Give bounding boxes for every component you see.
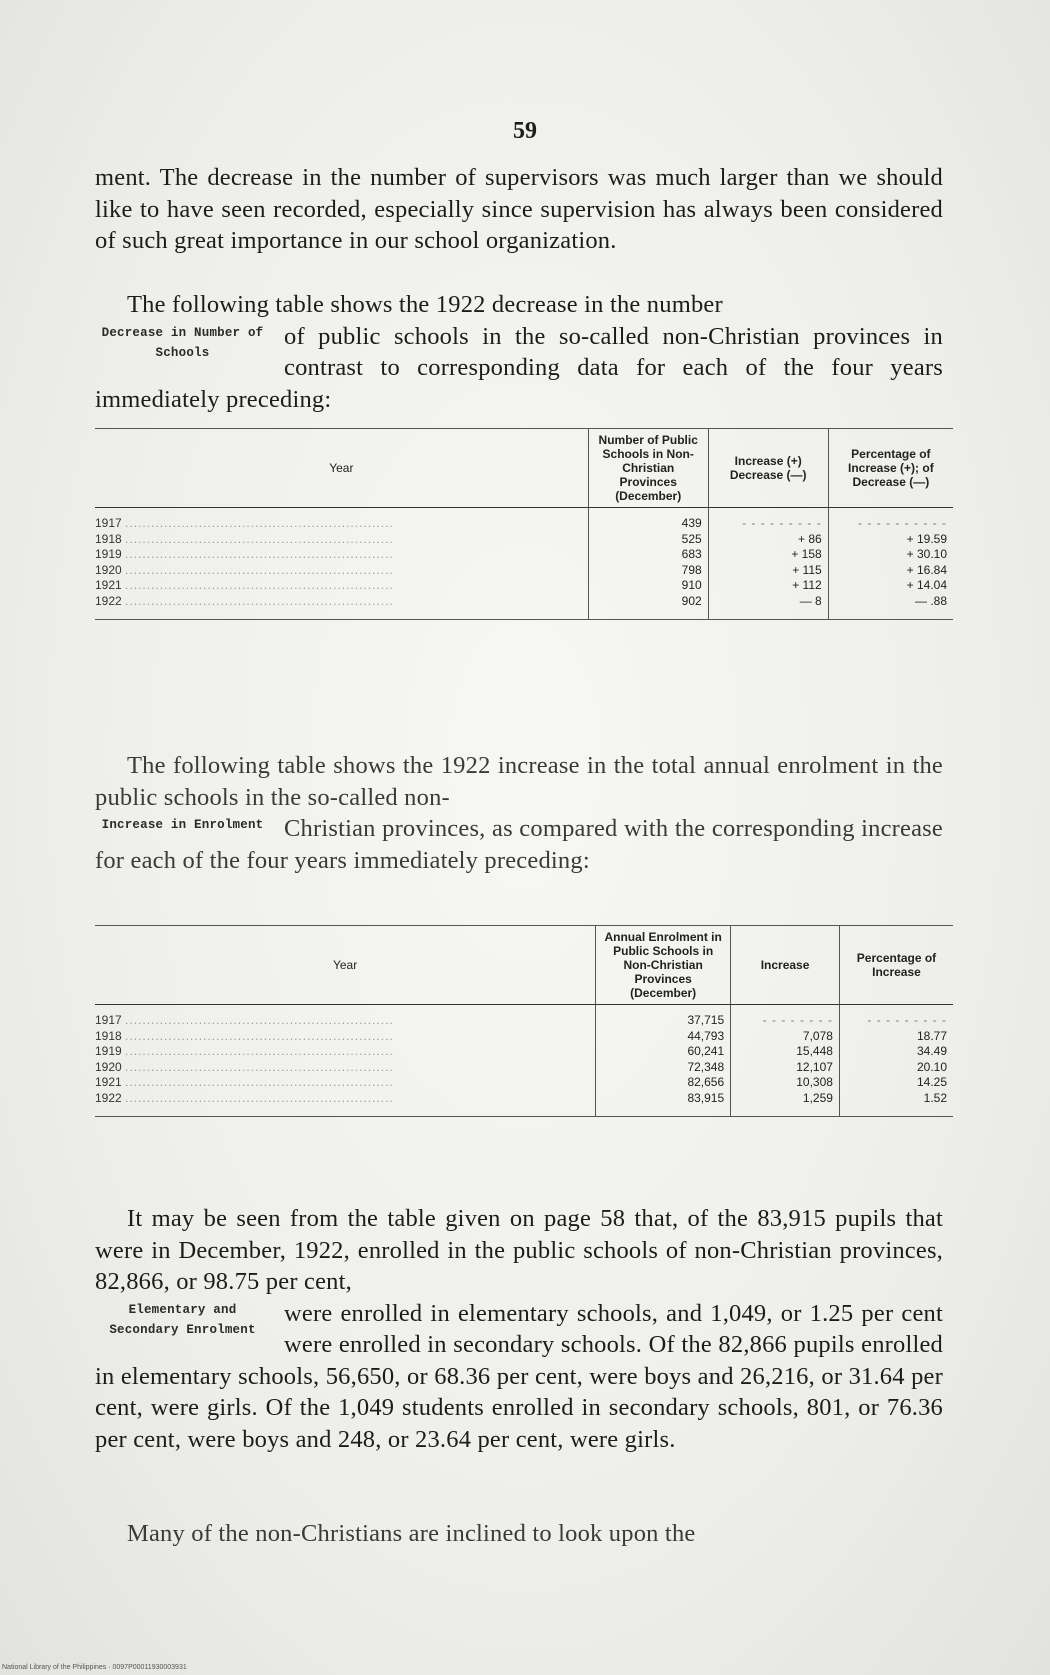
table-schools-header-change: Increase (+) Decrease (—): [708, 429, 828, 508]
margin-note-increase-enrolment: Increase in Enrolment: [101, 818, 264, 832]
table-schools-header-count: Number of Public Schools in Non-Christian Provinces (December): [588, 429, 708, 508]
leader-dots: ..............................................................: [125, 1059, 394, 1074]
year-cell: 1921: [95, 1075, 122, 1089]
margin-note-decrease-schools: Decrease in Number of Schools: [101, 325, 264, 360]
year-cell: 1918: [95, 531, 122, 546]
percent-cell: + 19.59: [828, 532, 953, 548]
percent-cell: 34.49: [839, 1044, 953, 1060]
change-cell-dashes: - - - - - - - - -: [708, 508, 828, 532]
table-enrolment-header-year: Year: [95, 926, 596, 1005]
archive-footer: National Library of the Philippines · 0097P00011930003931: [2, 1664, 187, 1671]
table-row: [95, 1044, 953, 1060]
year-cell: 1917: [95, 1013, 122, 1027]
enrolment-cell: 37,715: [596, 1005, 731, 1029]
paragraph-supervisors: ment. The decrease in the number of supervisors was much larger than we should like to have seen recorded, especially since supervision has always been considered of such great importance in our school organization.: [95, 164, 943, 254]
table-row: [95, 547, 953, 563]
margin-note-elementary-secondary: Elementary and Secondary Enrolment: [109, 1302, 256, 1337]
table-schools-header-percent: Percentage of Increase (+); of Decrease (—): [828, 429, 953, 508]
table-row: [95, 578, 953, 594]
table-row: [95, 508, 953, 532]
percent-cell-dashes: - - - - - - - - -: [839, 1005, 953, 1029]
percent-cell-dashes: - - - - - - - - - -: [828, 508, 953, 532]
paragraph-non-christians-text: Many of the non-Christians are inclined to look upon the: [127, 1520, 696, 1547]
leader-dots: ..............................................................: [125, 1013, 394, 1027]
increase-cell: 1,259: [731, 1091, 840, 1117]
change-cell: + 86: [708, 532, 828, 548]
leader-dots: ..............................................................: [125, 593, 394, 608]
count-cell: 902: [588, 594, 708, 620]
leader-dots: ..............................................................: [125, 547, 394, 561]
leader-dots: ..............................................................: [125, 1090, 394, 1105]
percent-cell: 18.77: [839, 1029, 953, 1045]
change-cell: + 115: [708, 563, 828, 579]
year-cell: 1921: [95, 578, 122, 592]
leader-dots: ..............................................................: [125, 531, 394, 546]
table-enrolment: [95, 925, 953, 1117]
count-cell: 798: [588, 563, 708, 579]
table-enrolment-header-enrolment: Annual Enrolment in Public Schools in Non-Christian Provinces (December): [596, 926, 731, 1005]
table-row: [95, 1005, 953, 1029]
paragraph-table2-intro-rest: Christian provinces, as compared with the corresponding increase for each of the four years immediately preceding:: [95, 815, 943, 874]
paragraph-non-christians: [95, 1518, 943, 1550]
paragraph-table2-intro-start: The following table shows the 1922 increase in the total annual enrolment in the public schools in the so-called non-: [95, 752, 943, 811]
table-enrolment-header-increase: Increase: [731, 926, 840, 1005]
percent-cell: — .88: [828, 594, 953, 620]
table-row: [95, 532, 953, 548]
percent-cell: + 14.04: [828, 578, 953, 594]
page-number: 59: [513, 118, 537, 144]
count-cell: 910: [588, 578, 708, 594]
change-cell: + 158: [708, 547, 828, 563]
change-cell: + 112: [708, 578, 828, 594]
count-cell: 525: [588, 532, 708, 548]
leader-dots: ..............................................................: [125, 578, 394, 592]
percent-cell: 1.52: [839, 1091, 953, 1117]
increase-cell: 7,078: [731, 1029, 840, 1045]
paragraph-enrolment-summary-start: It may be seen from the table given on page 58 that, of the 83,915 pupils that were in December, 1922, enrolled in the public schools of non-Christian provinces, 82,866, or 98.75 per cent,: [95, 1205, 943, 1295]
table-schools-header-year: Year: [95, 429, 588, 508]
year-cell: 1917: [95, 516, 122, 530]
table-enrolment-header-row: [95, 926, 953, 1005]
leader-dots: ..............................................................: [125, 1075, 394, 1089]
paragraph-table1-intro: [95, 289, 943, 415]
leader-dots: ..............................................................: [125, 562, 394, 577]
percent-cell: 20.10: [839, 1060, 953, 1076]
leader-dots: ..............................................................: [125, 1044, 394, 1058]
table-row: [95, 1060, 953, 1076]
count-cell: 683: [588, 547, 708, 563]
table-row: [95, 594, 953, 620]
change-cell: — 8: [708, 594, 828, 620]
increase-cell: 15,448: [731, 1044, 840, 1060]
enrolment-cell: 83,915: [596, 1091, 731, 1117]
enrolment-cell: 44,793: [596, 1029, 731, 1045]
table-row: [95, 1091, 953, 1117]
year-cell: 1918: [95, 1028, 122, 1043]
year-cell: 1920: [95, 562, 122, 577]
percent-cell: + 16.84: [828, 563, 953, 579]
table-row: [95, 563, 953, 579]
increase-cell: 12,107: [731, 1060, 840, 1076]
count-cell: 439: [588, 508, 708, 532]
paragraph-table2-intro: [95, 750, 943, 876]
enrolment-cell: 82,656: [596, 1075, 731, 1091]
year-cell: 1922: [95, 1090, 122, 1105]
leader-dots: ..............................................................: [125, 1028, 394, 1043]
table-schools: [95, 428, 953, 620]
enrolment-cell: 72,348: [596, 1060, 731, 1076]
table-enrolment-header-percent: Percentage of Increase: [839, 926, 953, 1005]
table-row: [95, 1075, 953, 1091]
year-cell: 1919: [95, 1044, 122, 1058]
paragraph-enrolment-summary: [95, 1203, 943, 1455]
year-cell: 1920: [95, 1059, 122, 1074]
table-row: [95, 1029, 953, 1045]
year-cell: 1919: [95, 547, 122, 561]
enrolment-cell: 60,241: [596, 1044, 731, 1060]
percent-cell: + 30.10: [828, 547, 953, 563]
paragraph-table1-intro-rest: of public schools in the so-called non-Christian provinces in contrast to corresponding data for each of the four years immediately preceding:: [95, 322, 943, 413]
increase-cell-dashes: - - - - - - - -: [731, 1005, 840, 1029]
table-schools-header-row: [95, 429, 953, 508]
percent-cell: 14.25: [839, 1075, 953, 1091]
year-cell: 1922: [95, 593, 122, 608]
paragraph-enrolment-summary-rest: were enrolled in elementary schools, and 1,049, or 1.25 per cent were enrolled in secondary schools. Of the 82,866 pupils enrolled in elementary schools, 56,650, or 68.36 per cent, were boys and 26,216, or 31.64 per cent, were girls. Of the 1,049 students enrolled in secondary schools, 801, or 76.36 per cent, were boys and 248, or 23.64 per cent, were girls.: [95, 1299, 943, 1453]
paragraph-table1-intro-start: The following table shows the 1922 decrease in the number: [127, 291, 723, 318]
leader-dots: ..............................................................: [125, 516, 394, 530]
increase-cell: 10,308: [731, 1075, 840, 1091]
